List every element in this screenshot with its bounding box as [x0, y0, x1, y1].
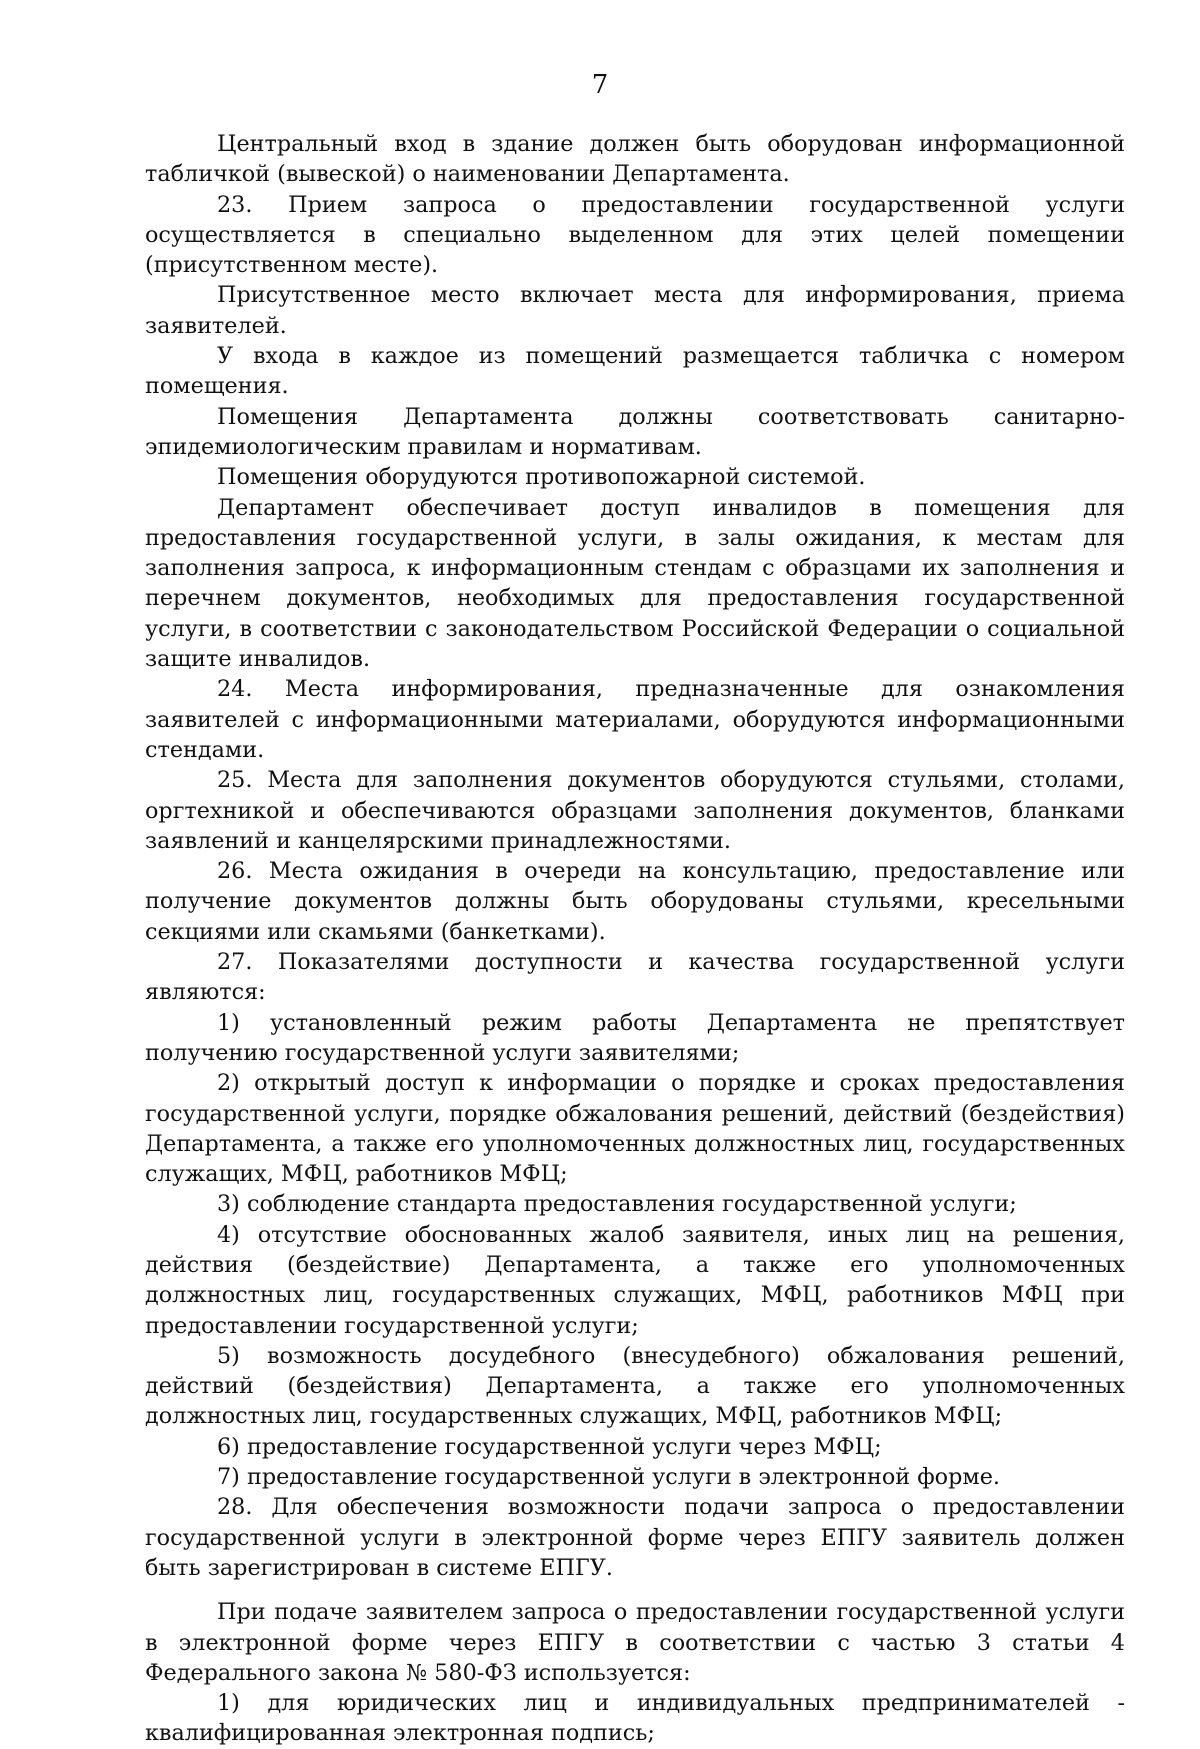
paragraph-electronic-submission: При подаче заявителем запроса о предоставлении государственной услуги в электронной форме через ЕПГУ в соответствии с частью 3 статьи 4 Федерального закона № 580-ФЗ используется:: [145, 1599, 1125, 1686]
list-item-27-5: 5) возможность досудебного (внесудебного) обжалования решений, действий (бездействия) Департамента, а также его уполномоченных должностных лиц, государственных служащих, МФЦ, работников МФЦ;: [145, 1342, 1125, 1430]
paragraph-24: 24. Места информирования, предназначенные для ознакомления заявителей с информационными материалами, оборудуются информационными стендами.: [145, 676, 1125, 763]
list-item-27-2: 2) открытый доступ к информации о порядке и сроках предоставления государственной услуги, порядке обжалования решений, действий (бездействия) Департамента, а также его уполномоченных должностных лиц, государственных служащих, МФЦ, работников МФЦ;: [145, 1070, 1125, 1188]
paragraph-reception-place: Присутственное место включает места для информирования, приема заявителей.: [145, 282, 1125, 339]
list-item-27-4: 4) отсутствие обоснованных жалоб заявителя, иных лиц на решения, действия (бездействие) Департамента, а также его уполномоченных должностных лиц, государственных служащих, МФЦ, работников МФЦ при предоставлении государственной услуги;: [145, 1221, 1125, 1339]
paragraph-27: 27. Показателями доступности и качества государственной услуги являются:: [145, 949, 1125, 1006]
list-item-27-6: 6) предоставление государственной услуги через МФЦ;: [217, 1433, 882, 1460]
paragraph-sanitary: Помещения Департамента должны соответствовать санитарно-эпидемиологическим правилам и нормативам.: [145, 403, 1125, 460]
list-item-signature-1: 1) для юридических лиц и индивидуальных предпринимателей - квалифицированная электронная подпись;: [145, 1690, 1125, 1747]
paragraph-28: 28. Для обеспечения возможности подачи запроса о предоставлении государственной услуги в электронной форме через ЕПГУ заявитель должен быть зарегистрирован в системе ЕПГУ.: [145, 1494, 1125, 1581]
paragraph-disabled-access: Департамент обеспечивает доступ инвалидов в помещения для предоставления государственной услуги, в залы ожидания, к местам для заполнения запроса, к информационным стендам с образцами их заполнения и перечнем документов, необходимых для предоставления государственной услуги, в соответствии с законодательством Российской Федерации о социальной защите инвалидов.: [145, 494, 1125, 673]
paragraph-room-sign: У входа в каждое из помещений размещается табличка с номером помещения.: [145, 343, 1125, 400]
document-body: [145, 129, 1125, 1749]
paragraph-23: 23. Прием запроса о предоставлении государственной услуги осуществляется в специально выделенном для этих целей помещении (присутственном месте).: [145, 191, 1125, 279]
list-item-27-3: 3) соблюдение стандарта предоставления государственной услуги;: [217, 1191, 1017, 1218]
page-number: 7: [591, 70, 609, 100]
paragraph-26: 26. Места ожидания в очереди на консультацию, предоставление или получение документов должны быть оборудованы стульями, кресельными секциями или скамьями (банкетками).: [145, 858, 1125, 945]
list-item-27-1: 1) установленный режим работы Департамента не препятствует получению государственной услуги заявителями;: [145, 1009, 1125, 1066]
paragraph-25: 25. Места для заполнения документов оборудуются стульями, столами, оргтехникой и обеспечиваются образцами заполнения документов, бланками заявлений и канцелярскими принадлежностями.: [145, 767, 1125, 854]
paragraph-entrance-sign: Центральный вход в здание должен быть оборудован информационной табличкой (вывеской) о наименовании Департамента.: [145, 131, 1125, 188]
list-item-27-7: 7) предоставление государственной услуги в электронной форме.: [217, 1464, 1001, 1491]
paragraph-fire-system: Помещения оборудуются противопожарной системой.: [217, 464, 866, 491]
